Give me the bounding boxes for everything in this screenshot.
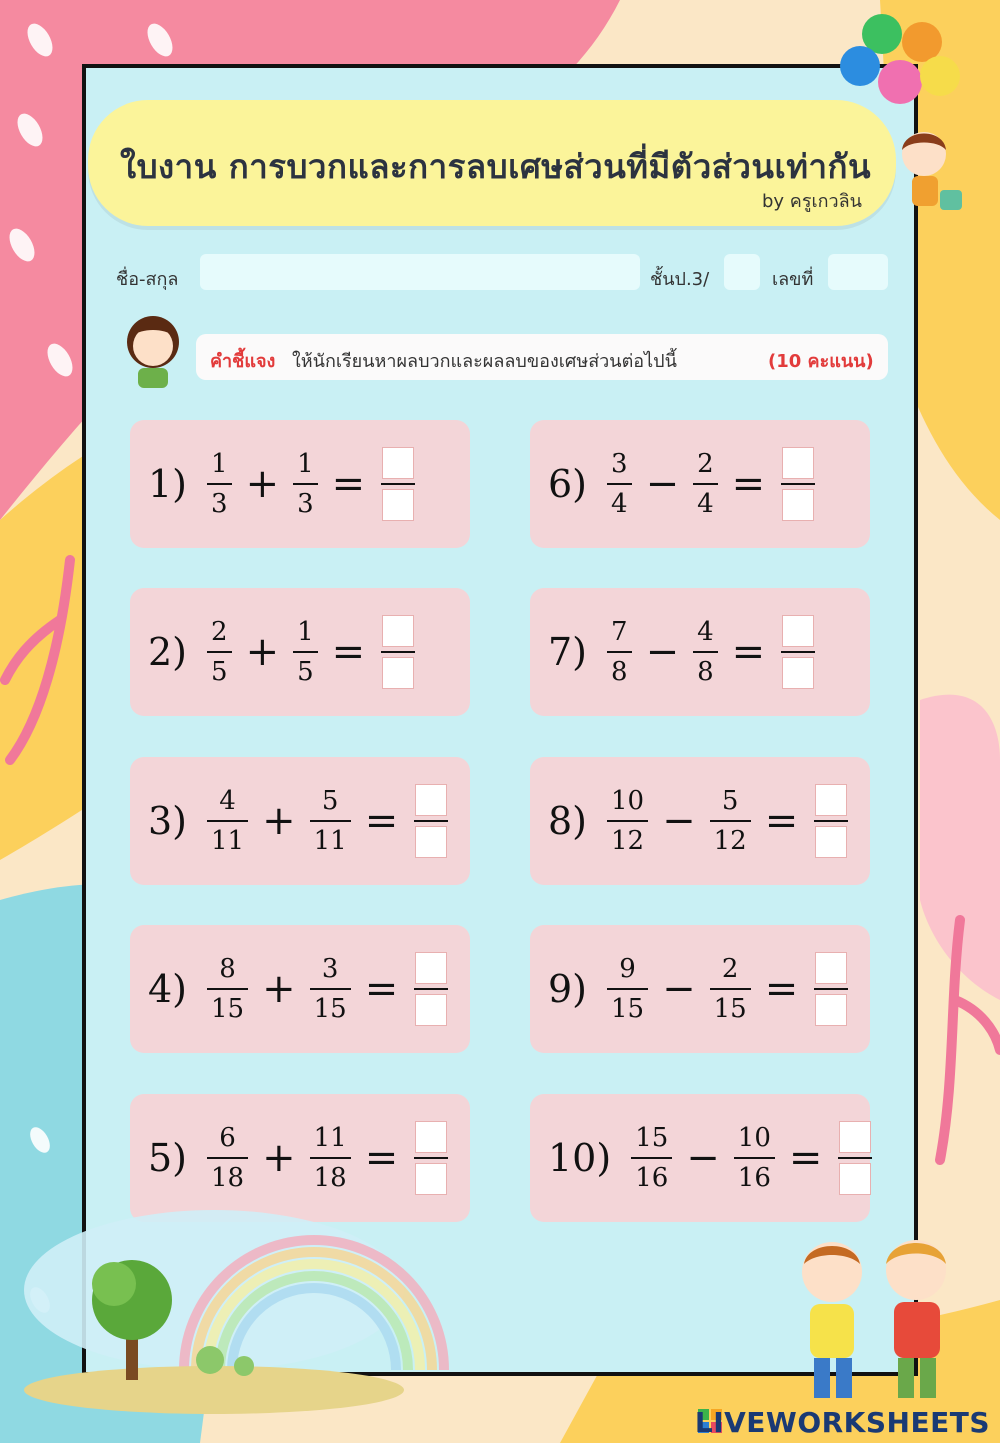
first-fraction [207, 619, 232, 685]
answer-denominator-input[interactable] [415, 1163, 447, 1195]
second-fraction [293, 619, 318, 685]
second-fraction [293, 451, 318, 517]
equals-sign: = [731, 629, 766, 675]
answer-numerator-input[interactable] [815, 784, 847, 816]
problem-expression [548, 757, 848, 885]
answer-fraction-bar [381, 483, 415, 485]
problem-number: 3) [148, 799, 188, 843]
equals-sign: = [331, 629, 366, 675]
first-denominator: 18 [207, 1157, 248, 1191]
operator: + [245, 461, 280, 507]
answer-fraction [838, 1121, 872, 1195]
answer-fraction [381, 615, 415, 689]
answer-denominator-input[interactable] [815, 994, 847, 1026]
first-numerator: 8 [219, 954, 236, 984]
first-denominator: 16 [631, 1157, 672, 1191]
balloons-icon [836, 12, 966, 112]
answer-denominator-input[interactable] [382, 657, 414, 689]
name-input[interactable] [200, 254, 640, 290]
operator: − [662, 798, 696, 844]
equals-sign: = [364, 966, 399, 1012]
first-fraction [207, 956, 248, 1022]
number-label: เลขที่ [772, 269, 814, 290]
second-numerator: 2 [697, 449, 714, 479]
problem-number: 10) [548, 1136, 612, 1180]
second-denominator: 15 [310, 988, 351, 1022]
second-fraction [710, 956, 751, 1022]
answer-numerator-input[interactable] [415, 952, 447, 984]
operator: − [686, 1135, 720, 1181]
equals-sign: = [788, 1135, 823, 1181]
first-fraction [207, 788, 248, 854]
operator: + [262, 1135, 296, 1181]
operator: + [262, 798, 296, 844]
name-label: ชื่อ-สกุล [116, 269, 179, 290]
equals-sign: = [364, 1135, 399, 1181]
equals-sign: = [331, 461, 366, 507]
class-label: ชั้นป.3/ [650, 269, 710, 290]
first-denominator: 4 [607, 483, 632, 517]
instruction-points: (10 คะแนน) [768, 351, 874, 372]
first-numerator: 6 [219, 1123, 236, 1153]
second-denominator: 3 [293, 483, 318, 517]
answer-numerator-input[interactable] [839, 1121, 871, 1153]
answer-fraction [414, 1121, 448, 1195]
second-numerator: 2 [721, 954, 739, 984]
problem-card [530, 1094, 870, 1222]
first-fraction [607, 788, 648, 854]
answer-numerator-input[interactable] [415, 784, 447, 816]
answer-fraction [814, 952, 848, 1026]
second-fraction [693, 619, 718, 685]
answer-fraction-bar [781, 483, 815, 485]
second-fraction [734, 1125, 775, 1191]
problem-number: 8) [548, 799, 588, 843]
answer-denominator-input[interactable] [415, 826, 447, 858]
problem-expression [148, 588, 415, 716]
operator: − [645, 629, 680, 675]
answer-denominator-input[interactable] [782, 489, 814, 521]
first-numerator: 2 [211, 617, 228, 647]
class-input[interactable] [724, 254, 760, 290]
problem-number: 4) [148, 967, 188, 1011]
first-numerator: 7 [611, 617, 628, 647]
first-denominator: 5 [207, 651, 232, 685]
answer-numerator-input[interactable] [782, 447, 814, 479]
first-numerator: 1 [211, 449, 228, 479]
first-fraction [207, 451, 232, 517]
page-title: ใบงาน การบวกและการลบเศษส่วนที่มีตัวส่วนเท่ากัน [120, 147, 872, 186]
second-numerator: 5 [721, 786, 739, 816]
answer-denominator-input[interactable] [815, 826, 847, 858]
girl-character-icon [880, 120, 990, 230]
second-denominator: 4 [693, 483, 718, 517]
problem-number: 5) [148, 1136, 188, 1180]
second-numerator: 4 [697, 617, 714, 647]
answer-fraction [814, 784, 848, 858]
first-fraction [607, 619, 632, 685]
author-byline: by ครูเกวลิน [761, 191, 862, 212]
problem-card [530, 757, 870, 885]
problem-number: 2) [148, 630, 188, 674]
answer-fraction-bar [838, 1157, 872, 1159]
answer-fraction-bar [414, 988, 448, 990]
first-numerator: 9 [619, 954, 636, 984]
first-fraction [207, 1125, 248, 1191]
second-numerator: 11 [313, 1123, 347, 1153]
operator: + [262, 966, 296, 1012]
first-numerator: 10 [611, 786, 645, 816]
problem-number: 1) [148, 462, 188, 506]
first-denominator: 12 [607, 820, 648, 854]
second-denominator: 16 [734, 1157, 775, 1191]
problem-card [530, 588, 870, 716]
second-fraction [310, 956, 351, 1022]
answer-denominator-input[interactable] [415, 994, 447, 1026]
answer-numerator-input[interactable] [382, 447, 414, 479]
answer-fraction [414, 784, 448, 858]
second-denominator: 15 [710, 988, 751, 1022]
problem-expression [548, 925, 848, 1053]
liveworksheets-logo[interactable]: LIVEWORKSHEETS [694, 1406, 990, 1439]
answer-fraction-bar [414, 1157, 448, 1159]
answer-fraction [414, 952, 448, 1026]
instruction-lead: คำชี้แจง [210, 351, 276, 372]
problem-expression [548, 1094, 872, 1222]
answer-fraction-bar [381, 651, 415, 653]
operator: − [662, 966, 696, 1012]
answer-fraction-bar [781, 651, 815, 653]
problem-card [530, 420, 870, 548]
answer-fraction [381, 447, 415, 521]
instruction-text: ให้นักเรียนหาผลบวกและผลลบของเศษส่วนต่อไปนี้ [292, 351, 677, 372]
first-denominator: 3 [207, 483, 232, 517]
first-numerator: 15 [635, 1123, 669, 1153]
problem-expression [148, 420, 415, 548]
first-numerator: 4 [219, 786, 236, 816]
problem-card [530, 925, 870, 1053]
second-fraction [710, 788, 751, 854]
cheering-girl-icon [114, 306, 192, 390]
second-numerator: 1 [297, 449, 314, 479]
problem-expression [548, 588, 815, 716]
answer-fraction [781, 615, 815, 689]
second-fraction [310, 1125, 351, 1191]
second-fraction [310, 788, 351, 854]
answer-denominator-input[interactable] [839, 1163, 871, 1195]
answer-fraction [781, 447, 815, 521]
number-input[interactable] [828, 254, 888, 290]
operator: + [245, 629, 280, 675]
first-denominator: 8 [607, 651, 632, 685]
first-denominator: 15 [607, 988, 648, 1022]
second-denominator: 12 [710, 820, 751, 854]
problem-expression [548, 420, 815, 548]
first-fraction [607, 451, 632, 517]
problem-card [130, 420, 470, 548]
answer-fraction-bar [814, 988, 848, 990]
equals-sign: = [764, 966, 799, 1012]
second-denominator: 5 [293, 651, 318, 685]
problem-card [130, 925, 470, 1053]
answer-numerator-input[interactable] [782, 615, 814, 647]
answer-numerator-input[interactable] [382, 615, 414, 647]
first-numerator: 3 [611, 449, 628, 479]
answer-numerator-input[interactable] [415, 1121, 447, 1153]
equals-sign: = [764, 798, 799, 844]
second-numerator: 5 [321, 786, 339, 816]
answer-numerator-input[interactable] [815, 952, 847, 984]
second-numerator: 1 [297, 617, 314, 647]
first-denominator: 11 [207, 820, 248, 854]
problem-expression [148, 925, 448, 1053]
problem-number: 6) [548, 462, 588, 506]
second-denominator: 8 [693, 651, 718, 685]
first-fraction [607, 956, 648, 1022]
problem-number: 7) [548, 630, 588, 674]
problem-number: 9) [548, 967, 588, 1011]
first-denominator: 15 [207, 988, 248, 1022]
equals-sign: = [731, 461, 766, 507]
first-fraction [631, 1125, 672, 1191]
rainbow-tree-scene [14, 1200, 454, 1420]
operator: − [645, 461, 680, 507]
second-denominator: 18 [310, 1157, 351, 1191]
kids-hugging-icon [776, 1226, 990, 1416]
problem-card [130, 757, 470, 885]
second-numerator: 3 [321, 954, 339, 984]
problem-expression [148, 757, 448, 885]
answer-fraction-bar [414, 820, 448, 822]
second-fraction [693, 451, 718, 517]
second-numerator: 10 [737, 1123, 771, 1153]
problem-card [130, 588, 470, 716]
answer-fraction-bar [814, 820, 848, 822]
answer-denominator-input[interactable] [782, 657, 814, 689]
equals-sign: = [364, 798, 399, 844]
answer-denominator-input[interactable] [382, 489, 414, 521]
second-denominator: 11 [310, 820, 351, 854]
